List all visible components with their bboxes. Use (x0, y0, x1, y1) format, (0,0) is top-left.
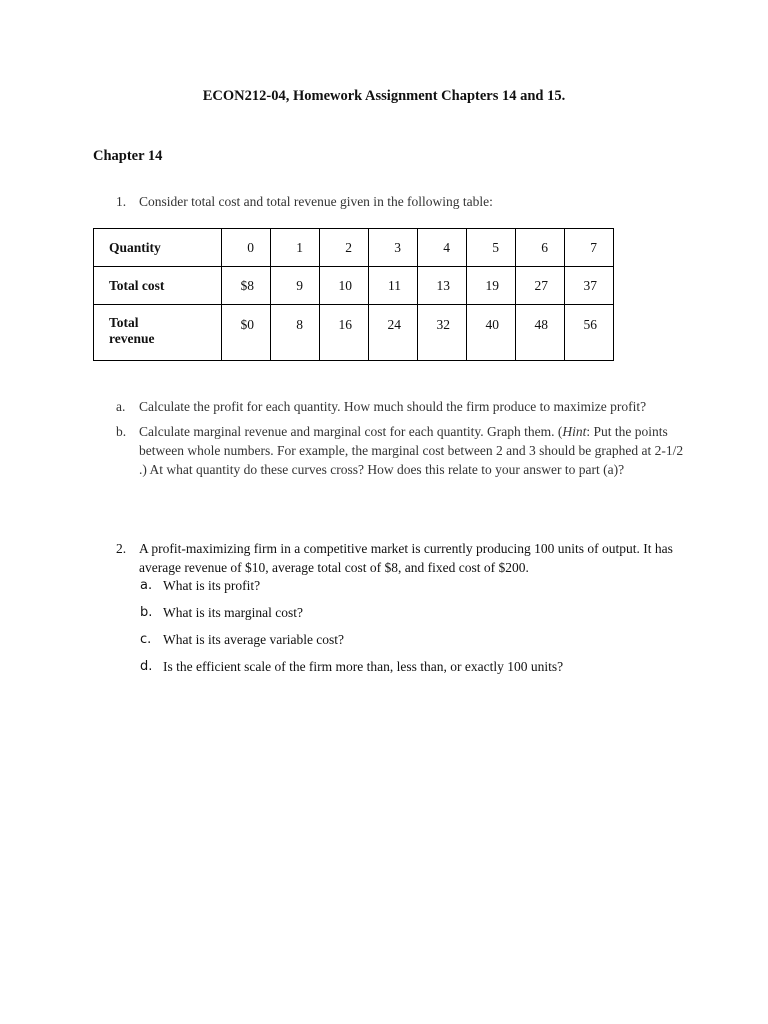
table-row-quantity (94, 229, 614, 267)
row-label: Quantity (94, 229, 222, 267)
list-marker: a. (140, 578, 153, 593)
list-item-text: What is its profit? (163, 578, 261, 593)
list-item (116, 422, 686, 479)
table-cell: 1 (271, 229, 320, 267)
question-1 (116, 194, 493, 210)
page-title: ECON212-04, Homework Assignment Chapters 14 and 15. (202, 88, 566, 104)
table-cell: 13 (418, 267, 467, 305)
question-2-parts (140, 578, 563, 686)
table-cell: 6 (516, 229, 565, 267)
list-item-text: Is the efficient scale of the firm more than, less than, or exactly 100 units? (163, 659, 564, 674)
table-cell: 37 (565, 267, 614, 305)
list-marker: c. (140, 632, 152, 647)
list-item-text: : Put the points between whole numbers. For example, the marginal cost between 2 and 3 should be graphed at 2-1/2 .) At what quantity do these curves cross? How does this relate to your answer to part (a)? (139, 424, 684, 477)
table-cell: 9 (271, 267, 320, 305)
list-item (140, 632, 563, 659)
question-number: 2. (116, 541, 127, 556)
table-cell: 10 (320, 267, 369, 305)
row-label (94, 305, 222, 361)
table-cell: $8 (222, 267, 271, 305)
question-number: 1. (116, 194, 127, 209)
table-row-total-revenue (94, 305, 614, 361)
table-row-total-cost (94, 267, 614, 305)
question-text: Consider total cost and total revenue given in the following table: (139, 194, 493, 209)
table-cell: 2 (320, 229, 369, 267)
list-marker: b. (140, 605, 153, 620)
table-cell: 16 (320, 305, 369, 361)
table-cell: 7 (565, 229, 614, 267)
table-cell: 4 (418, 229, 467, 267)
table-cell: 0 (222, 229, 271, 267)
table-cell: 56 (565, 305, 614, 361)
table-cell: $0 (222, 305, 271, 361)
question-1-parts (116, 397, 686, 485)
table-cell: 48 (516, 305, 565, 361)
hint-label: Hint (562, 424, 587, 439)
list-item (140, 605, 563, 632)
table-cell: 40 (467, 305, 516, 361)
row-label-line: revenue (109, 331, 155, 346)
list-item (116, 397, 686, 416)
table-cell: 3 (369, 229, 418, 267)
list-item (140, 659, 563, 686)
table-cell: 5 (467, 229, 516, 267)
question-text: A profit-maximizing firm in a competitive market is currently producing 100 units of output. It has average revenue of $10, average total cost of $8, and fixed cost of $200. (139, 541, 673, 575)
table-cell: 24 (369, 305, 418, 361)
cost-revenue-table (93, 228, 614, 361)
list-item-text: Calculate the profit for each quantity. How much should the firm produce to maximize profit? (139, 399, 647, 414)
list-marker: b. (116, 424, 127, 439)
list-marker: d. (140, 659, 153, 674)
table-cell: 8 (271, 305, 320, 361)
table-cell: 27 (516, 267, 565, 305)
table-cell: 11 (369, 267, 418, 305)
question-2 (116, 539, 686, 577)
table-cell: 19 (467, 267, 516, 305)
list-item-text: What is its average variable cost? (163, 632, 345, 647)
list-marker: a. (116, 399, 126, 414)
row-label-line: Total (109, 315, 139, 330)
list-item-text: What is its marginal cost? (163, 605, 303, 620)
table-cell: 32 (418, 305, 467, 361)
chapter-heading: Chapter 14 (93, 148, 163, 164)
list-item (140, 578, 563, 605)
list-item-text: Calculate marginal revenue and marginal cost for each quantity. Graph them. ( (139, 424, 563, 439)
row-label: Total cost (94, 267, 222, 305)
